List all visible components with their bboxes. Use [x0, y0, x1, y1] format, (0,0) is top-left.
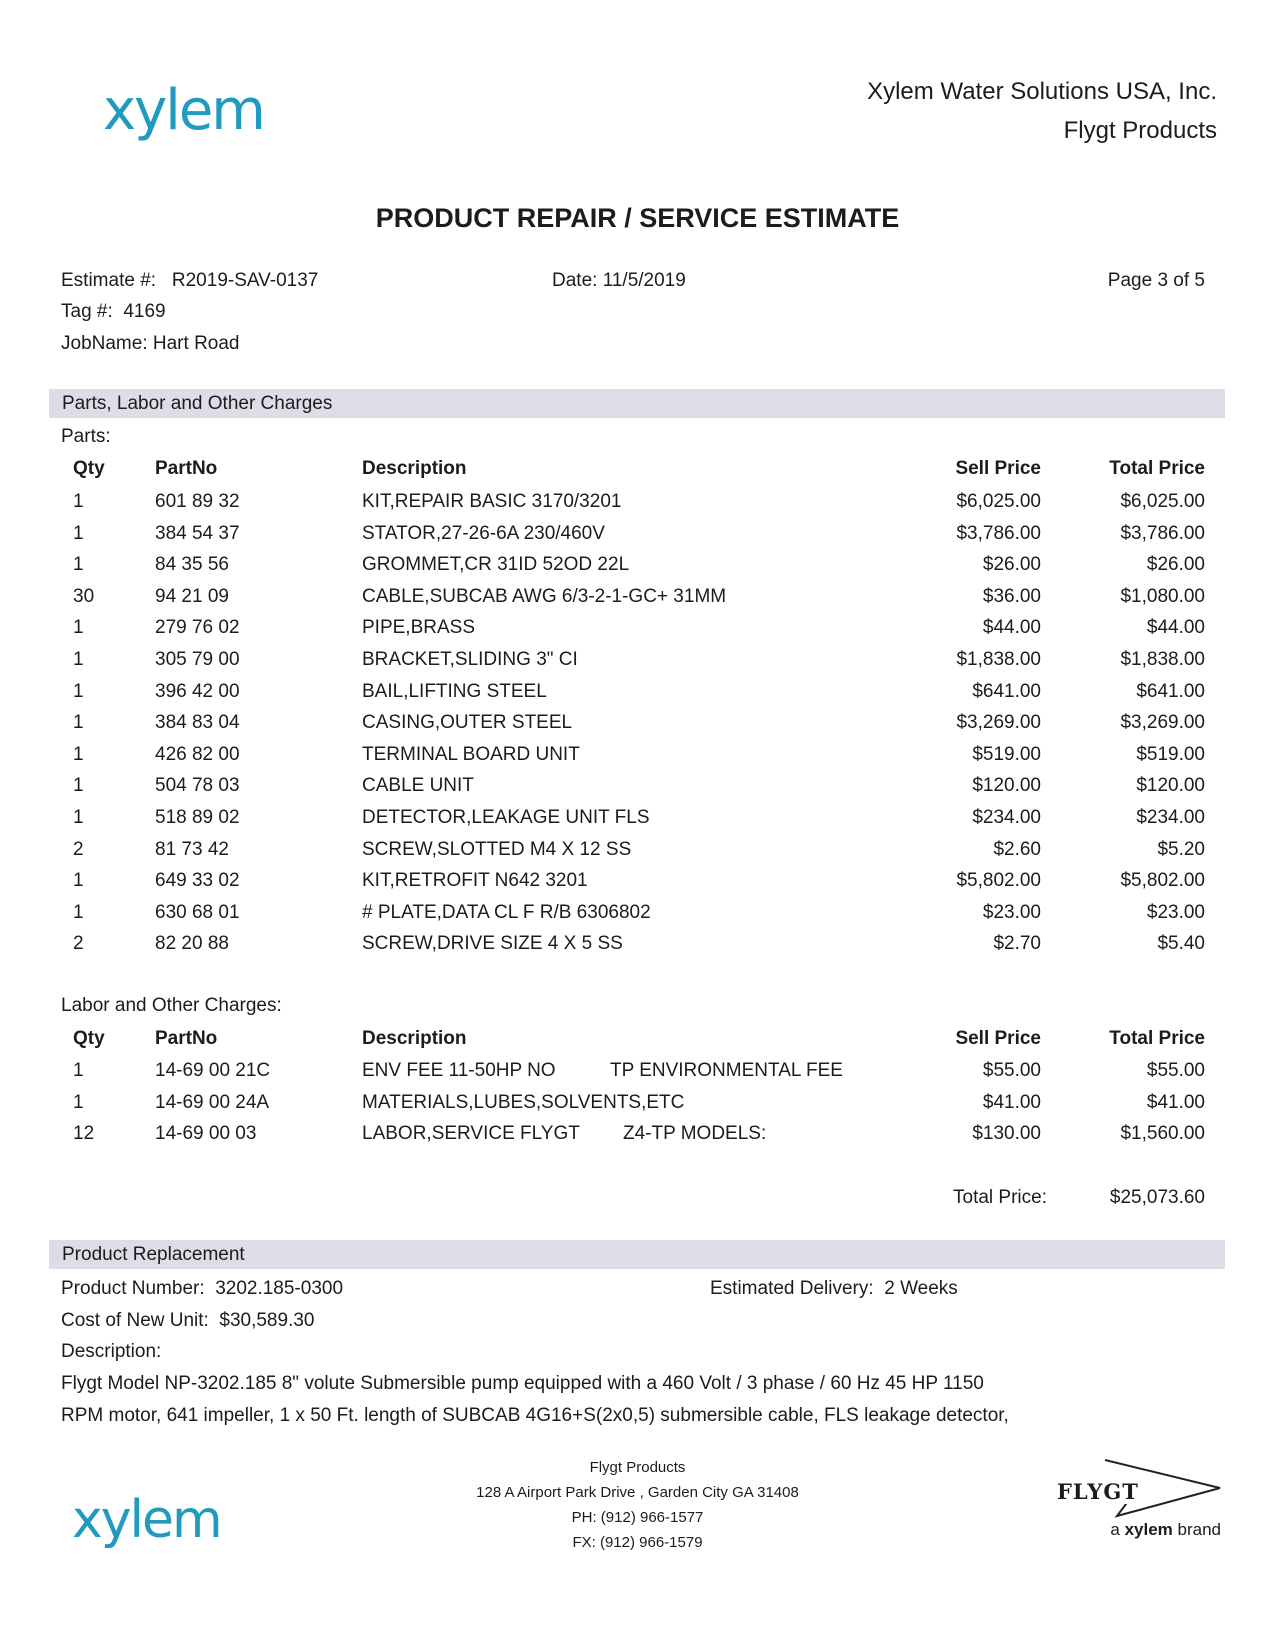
partno-cell: 396 42 00: [155, 680, 240, 702]
table-row: [0, 681, 1275, 711]
partno-cell: 14-69 00 03: [155, 1123, 257, 1145]
total-price-cell: $120.00: [1136, 775, 1205, 797]
qty-cell: 2: [73, 933, 84, 955]
flygt-wordmark: FLYGT: [1057, 1479, 1139, 1504]
product-number-label: Product Number:: [61, 1278, 205, 1299]
estimate-value: R2019-SAV-0137: [171, 270, 319, 291]
total-price-cell: $5,802.00: [1120, 870, 1205, 892]
qty-cell: 1: [73, 649, 84, 670]
brand-tagline: [1110, 1520, 1221, 1540]
description-detail-cell: Z4-TP MODELS:: [623, 1123, 767, 1145]
table-row: [0, 1060, 1275, 1090]
sell-price-cell: $2.60: [993, 838, 1041, 860]
partno-cell: 305 79 00: [155, 649, 240, 670]
page-title: PRODUCT REPAIR / SERVICE ESTIMATE: [375, 203, 900, 233]
sell-price-cell: $519.00: [972, 743, 1041, 765]
partno-cell: 518 89 02: [155, 807, 240, 828]
replacement-section-title: Product Replacement: [62, 1244, 245, 1265]
total-price-cell: $41.00: [1146, 1091, 1205, 1113]
xylem-logo: xylem: [103, 78, 264, 143]
table-row: [0, 933, 1275, 963]
table-row: [0, 775, 1275, 805]
qty-cell: 12: [73, 1123, 95, 1145]
sell-price-cell: $55.00: [982, 1060, 1041, 1081]
total-price-cell: $5.20: [1157, 838, 1205, 860]
estimated-delivery: [710, 1278, 958, 1300]
partno-cell: 601 89 32: [155, 491, 240, 512]
sell-price-cell: $1,838.00: [956, 649, 1041, 670]
footer-address: 128 A Airport Park Drive , Garden City GA 31408: [476, 1484, 799, 1501]
description-cell: TERMINAL BOARD UNIT: [362, 743, 580, 765]
delivery-value: 2 Weeks: [884, 1278, 958, 1299]
cost-value: $30,589.30: [219, 1310, 315, 1331]
description-cell: LABOR,SERVICE FLYGT: [362, 1123, 580, 1145]
product-number: [61, 1278, 343, 1300]
job-label: JobName:: [61, 333, 148, 354]
col-total-price: Total Price: [1109, 1028, 1205, 1049]
partno-cell: 279 76 02: [155, 617, 240, 639]
sell-price-cell: $641.00: [972, 680, 1041, 702]
description-cell: GROMMET,CR 31ID 52OD 22L: [362, 554, 630, 576]
partno-cell: 384 83 04: [155, 712, 240, 734]
qty-cell: 1: [73, 775, 84, 797]
col-total-price: Total Price: [1109, 458, 1205, 479]
partno-cell: 504 78 03: [155, 775, 240, 797]
table-row: [0, 491, 1275, 521]
delivery-label: Estimated Delivery:: [710, 1278, 874, 1299]
qty-cell: 1: [73, 522, 84, 544]
total-price-cell: $1,080.00: [1120, 585, 1205, 607]
partno-cell: 81 73 42: [155, 838, 229, 860]
table-row: [0, 902, 1275, 932]
description-cell: STATOR,27-26-6A 230/460V: [362, 522, 605, 544]
total-price-cell: $519.00: [1136, 743, 1205, 765]
table-row: [0, 649, 1275, 679]
description-cell: CABLE UNIT: [362, 775, 474, 797]
partno-cell: 630 68 01: [155, 901, 240, 923]
tag-label: Tag #:: [61, 301, 113, 322]
footer-phone: PH: (912) 966-1577: [571, 1509, 704, 1526]
table-row: [0, 617, 1275, 647]
company-name: Xylem Water Solutions USA, Inc.: [867, 78, 1217, 105]
description-cell: BRACKET,SLIDING 3" CI: [362, 649, 578, 670]
labor-label: Labor and Other Charges:: [61, 995, 282, 1016]
qty-cell: 1: [73, 554, 84, 576]
table-row: [0, 807, 1275, 837]
date-label: Date:: [552, 270, 598, 291]
description-cell: MATERIALS,LUBES,SOLVENTS,ETC: [362, 1091, 685, 1113]
partno-cell: 384 54 37: [155, 522, 240, 544]
qty-cell: 1: [73, 1091, 84, 1113]
qty-cell: 1: [73, 807, 84, 828]
table-row: [0, 870, 1275, 900]
sell-price-cell: $41.00: [982, 1091, 1041, 1113]
description-cell: ENV FEE 11-50HP NO: [362, 1060, 556, 1081]
tagline-brand: brand: [1172, 1520, 1221, 1539]
total-price-cell: $5.40: [1157, 933, 1205, 955]
total-price-cell: $55.00: [1146, 1060, 1205, 1081]
parts-table-header: [0, 458, 1275, 488]
estimate-label: Estimate #:: [61, 270, 157, 291]
qty-cell: 2: [73, 838, 84, 860]
qty-cell: 1: [73, 680, 84, 702]
col-sell-price: Sell Price: [955, 1028, 1041, 1049]
col-partno: PartNo: [155, 1028, 218, 1049]
col-qty: Qty: [73, 458, 105, 479]
sell-price-cell: $130.00: [972, 1123, 1041, 1145]
description-cell: CABLE,SUBCAB AWG 6/3-2-1-GC+ 31MM: [362, 585, 727, 607]
charges-section-header: [49, 389, 1225, 418]
qty-cell: 1: [73, 617, 84, 639]
total-price-value: $25,073.60: [1109, 1187, 1205, 1208]
description-detail-cell: TP ENVIRONMENTAL FEE: [610, 1060, 843, 1081]
cost-new-unit: [61, 1310, 314, 1332]
total-price-cell: $6,025.00: [1120, 491, 1205, 512]
replacement-section-header: [49, 1240, 1225, 1269]
description-cell: DETECTOR,LEAKAGE UNIT FLS: [362, 807, 650, 828]
description-cell: SCREW,SLOTTED M4 X 12 SS: [362, 838, 632, 860]
total-price-cell: $3,786.00: [1120, 522, 1205, 544]
page-number: Page 3 of 5: [1107, 270, 1205, 291]
sell-price-cell: $5,802.00: [956, 870, 1041, 892]
table-row: [0, 744, 1275, 774]
qty-cell: 30: [73, 585, 95, 607]
parts-label: Parts:: [61, 426, 111, 447]
partno-cell: 649 33 02: [155, 870, 240, 892]
description-label: Description:: [61, 1341, 162, 1362]
sell-price-cell: $234.00: [972, 807, 1041, 828]
footer-company: Flygt Products: [589, 1459, 686, 1476]
col-partno: PartNo: [155, 458, 218, 479]
total-price-label: Total Price:: [953, 1187, 1047, 1208]
table-row: [0, 1123, 1275, 1153]
description-cell: BAIL,LIFTING STEEL: [362, 680, 547, 702]
sell-price-cell: $44.00: [982, 617, 1041, 639]
table-row: [0, 712, 1275, 742]
table-row: [0, 554, 1275, 584]
sell-price-cell: $6,025.00: [956, 491, 1041, 512]
partno-cell: 426 82 00: [155, 743, 240, 765]
tagline-a: a: [1110, 1520, 1125, 1539]
tag-value: 4169: [123, 301, 166, 322]
description-cell: CASING,OUTER STEEL: [362, 712, 573, 734]
table-row: [0, 523, 1275, 553]
table-row: [0, 586, 1275, 616]
sell-price-cell: $2.70: [993, 933, 1041, 955]
col-description: Description: [362, 1028, 467, 1049]
description-cell: KIT,REPAIR BASIC 3170/3201: [362, 491, 622, 512]
sell-price-cell: $26.00: [982, 554, 1041, 576]
description-cell: KIT,RETROFIT N642 3201: [362, 870, 588, 892]
total-price-cell: $1,560.00: [1120, 1123, 1205, 1145]
total-price-cell: $641.00: [1136, 680, 1205, 702]
description-cell: # PLATE,DATA CL F R/B 6306802: [362, 901, 651, 923]
total-price-cell: $44.00: [1146, 617, 1205, 639]
cost-label: Cost of New Unit:: [61, 1310, 209, 1331]
total-price-cell: $26.00: [1146, 554, 1205, 576]
estimate-number: [61, 270, 318, 292]
description-cell: PIPE,BRASS: [362, 617, 475, 639]
partno-cell: 82 20 88: [155, 933, 229, 955]
qty-cell: 1: [73, 870, 84, 892]
date-value: 11/5/2019: [602, 270, 686, 291]
sell-price-cell: $23.00: [982, 901, 1041, 923]
total-price-cell: $3,269.00: [1120, 712, 1205, 734]
qty-cell: 1: [73, 491, 84, 512]
labor-table-header: [0, 1028, 1275, 1058]
charges-section-title: Parts, Labor and Other Charges: [62, 393, 333, 414]
qty-cell: 1: [73, 1060, 84, 1081]
qty-cell: 1: [73, 743, 84, 765]
description-line-1: Flygt Model NP-3202.185 8" volute Submersible pump equipped with a 460 Volt / 3 phase / 60 Hz 45 HP 1150: [61, 1373, 984, 1394]
footer-xylem-logo: xylem: [72, 1490, 221, 1550]
footer-fax: FX: (912) 966-1579: [572, 1534, 703, 1551]
table-row: [0, 839, 1275, 869]
total-price-cell: $234.00: [1136, 807, 1205, 828]
sell-price-cell: $3,786.00: [956, 522, 1041, 544]
qty-cell: 1: [73, 712, 84, 734]
job-name: [61, 333, 240, 355]
sell-price-cell: $3,269.00: [956, 712, 1041, 734]
tag-number: [61, 301, 166, 323]
flygt-logo: [1055, 1458, 1225, 1528]
col-sell-price: Sell Price: [955, 458, 1041, 479]
partno-cell: 84 35 56: [155, 554, 229, 576]
partno-cell: 14-69 00 24A: [155, 1091, 270, 1113]
total-price-cell: $1,838.00: [1120, 649, 1205, 670]
col-description: Description: [362, 458, 467, 479]
sell-price-cell: $36.00: [982, 585, 1041, 607]
partno-cell: 14-69 00 21C: [155, 1060, 271, 1081]
table-row: [0, 1092, 1275, 1122]
col-qty: Qty: [73, 1028, 105, 1049]
sell-price-cell: $120.00: [972, 775, 1041, 797]
tagline-xylem: xylem: [1124, 1520, 1173, 1539]
division-name: Flygt Products: [1063, 117, 1217, 144]
partno-cell: 94 21 09: [155, 585, 229, 607]
job-value: Hart Road: [152, 333, 240, 354]
description-cell: SCREW,DRIVE SIZE 4 X 5 SS: [362, 933, 623, 955]
estimate-date: [552, 270, 686, 292]
description-line-2: RPM motor, 641 impeller, 1 x 50 Ft. length of SUBCAB 4G16+S(2x0,5) submersible cable, FLS leakage detector,: [61, 1405, 1009, 1426]
product-number-value: 3202.185-0300: [215, 1278, 344, 1299]
qty-cell: 1: [73, 901, 84, 923]
total-price-cell: $23.00: [1146, 901, 1205, 923]
